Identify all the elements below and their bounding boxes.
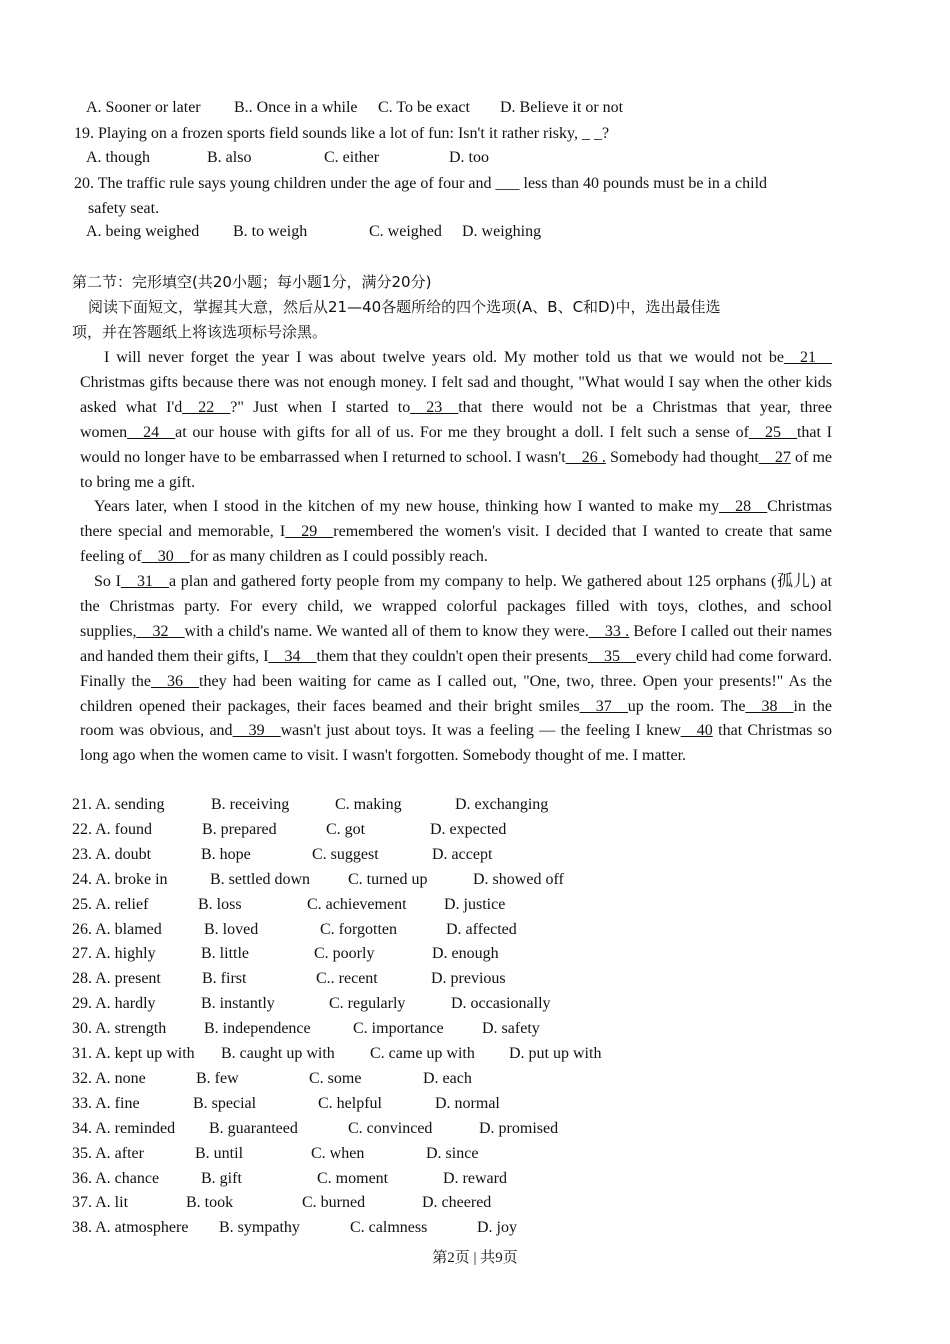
option-c: C. forgotten <box>320 920 398 938</box>
q20-option-a: A. being weighed <box>86 223 200 240</box>
option-d: D. each <box>423 1069 472 1087</box>
question-number-option-a: 33. A. fine <box>72 1094 140 1112</box>
question-number-option-a: 38. A. atmosphere <box>72 1219 189 1237</box>
q18-option-a: A. Sooner or later <box>86 99 201 116</box>
question-number-option-a: 27. A. highly <box>72 945 156 963</box>
q19-option-a: A. though <box>86 149 150 166</box>
question-number-option-a: 23. A. doubt <box>72 845 152 863</box>
question-number-option-a: 28. A. present <box>72 970 161 988</box>
option-d: D. enough <box>432 945 499 963</box>
option-c: C. poorly <box>314 945 375 963</box>
blank-30: __30__ <box>141 547 190 565</box>
question-number-option-a: 34. A. reminded <box>72 1119 176 1137</box>
question-number-option-a: 24. A. broke in <box>72 870 168 888</box>
option-b: B. prepared <box>202 820 277 838</box>
q19-option-c: C. either <box>324 149 380 166</box>
option-d: D. safety <box>482 1020 540 1038</box>
passage-paragraph-1: I will never forget the year I was about twelve years old. My mother told us that we would not be__21__ Christmas gifts because there was not enough money. I felt sad and thought, "What would I say when the other kids asked what I'd__22__?" Just when I started to__23__that there would not be a Christmas that year, three women__24__at our house with gifts for all of us. For me they brought a doll. I felt such a sense of__25__that I would no longer have to be embarrassed when I returned to school. I wasn't__26 . Somebody had thought__27 of me to bring me a gift. <box>80 349 833 491</box>
option-c: C. suggest <box>312 845 379 863</box>
option-c: C. convinced <box>348 1119 433 1137</box>
option-c: C. achievement <box>307 895 407 913</box>
option-d: D. put up with <box>509 1045 602 1062</box>
option-b: B. few <box>196 1069 239 1087</box>
blank-38: __38__ <box>745 697 794 715</box>
blank-40: __40 <box>680 722 713 740</box>
option-d: D. occasionally <box>451 995 551 1013</box>
option-d: D. cheered <box>422 1194 492 1212</box>
option-c: C. got <box>326 820 366 838</box>
option-c: C. helpful <box>318 1094 382 1112</box>
question-number-option-a: 31. A. kept up with <box>72 1045 195 1062</box>
option-c: C. regularly <box>329 995 406 1013</box>
q18-option-c: C. To be exact <box>378 99 470 116</box>
blank-35: __35__ <box>587 647 636 665</box>
question-number-option-a: 26. A. blamed <box>72 920 162 938</box>
passage-paragraph-3: So I__31__a plan and gathered forty people from my company to help. We gathered about 125 orphans (孤儿) at the Christmas party. For every child, we wrapped colorful packages filled with toys, clothes, and school supplies,__32__with a child's name. We wanted all of them to know they were.__33 . Before I called out their names and handed them their gifts, I__34__them that they couldn't open their presents__35__every child had come forward. Finally the__36__they had been waiting for came as I called out, "One, two, three. Open your presents!" As the children opened their packages, their faces beamed and their bright smiles__37__up the room. The__38__in the room was obvious, and__39__wasn't just about toys. It was a feeling — the feeling I knew__40 that Christmas so long ago when the women came to visit. I wasn't forgotten. Somebody thought of me. I matter. <box>80 573 833 765</box>
question-number-option-a: 37. A. lit <box>72 1194 129 1212</box>
page-footer: 第2页 | 共9页 <box>432 1250 518 1266</box>
option-d: D. since <box>426 1144 479 1162</box>
option-b: B. until <box>195 1144 244 1162</box>
q20-option-c: C. weighed <box>369 223 442 240</box>
option-d: D. joy <box>477 1219 517 1237</box>
option-d: D. accept <box>432 845 493 863</box>
option-b: B. caught up with <box>221 1045 335 1062</box>
blank-39: __39__ <box>232 722 281 740</box>
option-d: D. expected <box>430 820 507 838</box>
option-b: B. receiving <box>211 796 290 813</box>
q18-option-b: B.. Once in a while <box>234 99 358 116</box>
option-b: B. loss <box>198 895 242 913</box>
section2-heading: 第二节：完形填空(共20小题；每小题1分，满分20分) <box>72 273 432 291</box>
blank-25: __25__ <box>748 423 797 441</box>
option-b: B. settled down <box>210 870 310 888</box>
blank-33: __33 . <box>588 622 630 640</box>
blank-34: __34__ <box>268 647 317 665</box>
option-d: D. justice <box>444 895 506 913</box>
q20-stem-line1: 20. The traffic rule says young children under the age of four and ___ less than 40 pounds must be in a child <box>74 175 768 192</box>
option-d: D. normal <box>435 1094 500 1112</box>
blank-28: __28__ <box>719 498 768 515</box>
option-c: C. importance <box>353 1020 444 1038</box>
option-b: B. first <box>202 970 247 988</box>
q19-stem: 19. Playing on a frozen sports field sounds like a lot of fun: Isn't it rather risky, _ _? <box>74 125 610 142</box>
option-d: D. showed off <box>473 870 564 888</box>
blank-32: __32__ <box>136 622 185 640</box>
blank-22: __22__ <box>182 398 231 416</box>
blank-37: __37__ <box>579 697 628 715</box>
option-b: B. gift <box>201 1169 242 1187</box>
option-b: B. took <box>186 1194 234 1212</box>
option-d: D. affected <box>446 920 517 938</box>
option-d: D. reward <box>443 1169 507 1187</box>
blank-36: __36__ <box>151 672 200 690</box>
option-b: B. independence <box>204 1020 311 1038</box>
option-b: B. special <box>193 1094 257 1112</box>
blank-27: __27 <box>758 448 791 466</box>
option-b: B. instantly <box>201 995 275 1013</box>
option-c: C. moment <box>317 1169 389 1187</box>
option-c: C. turned up <box>348 870 428 888</box>
option-b: B. hope <box>201 845 251 863</box>
blank-23: __23__ <box>410 398 459 416</box>
option-c: C. some <box>309 1069 362 1087</box>
q19-option-b: B. also <box>207 149 252 166</box>
q18-option-d: D. Believe it or not <box>500 99 624 116</box>
option-d: D. exchanging <box>455 796 549 813</box>
section2-instructions-line1: 阅读下面短文，掌握其大意，然后从21—40各题所给的四个选项(A、B、C和D)中，选出最佳选 <box>88 298 721 316</box>
question-number-option-a: 21. A. sending <box>72 796 165 813</box>
blank-24: __24__ <box>127 423 176 441</box>
q20-stem-line2: safety seat. <box>88 200 160 217</box>
option-c: C. came up with <box>370 1045 475 1062</box>
question-number-option-a: 29. A. hardly <box>72 995 156 1013</box>
option-c: C. burned <box>302 1194 366 1212</box>
blank-31: __31__ <box>120 573 169 590</box>
blank-29: __29__ <box>285 522 334 540</box>
q20-option-d: D. weighing <box>462 223 542 240</box>
option-b: B. little <box>201 945 249 963</box>
question-number-option-a: 22. A. found <box>72 820 152 838</box>
option-b: B. sympathy <box>219 1219 300 1237</box>
question-number-option-a: 36. A. chance <box>72 1169 160 1187</box>
option-c: C. when <box>311 1144 365 1162</box>
passage-paragraph-2: Years later, when I stood in the kitchen of my new house, thinking how I wanted to make my__28__Christmas there special and memorable, I__29__remembered the women's visit. I decided that I wanted to create that same feeling of__30__for as many children as I could possibly reach. <box>80 498 833 565</box>
question-number-option-a: 25. A. relief <box>72 895 149 913</box>
option-d: D. previous <box>431 970 506 988</box>
option-c: C. calmness <box>350 1219 428 1237</box>
q19-option-d: D. too <box>449 149 489 166</box>
question-number-option-a: 32. A. none <box>72 1069 146 1087</box>
option-d: D. promised <box>479 1119 559 1137</box>
blank-21: __21__ <box>784 349 832 366</box>
section2-instructions-line2: 项，并在答题纸上将该选项标号涂黑。 <box>72 323 328 341</box>
question-number-option-a: 35. A. after <box>72 1144 144 1162</box>
option-c: C.. recent <box>316 970 378 988</box>
option-b: B. guaranteed <box>209 1119 298 1137</box>
q20-option-b: B. to weigh <box>233 223 308 240</box>
question-number-option-a: 30. A. strength <box>72 1020 167 1038</box>
option-b: B. loved <box>204 920 259 938</box>
option-c: C. making <box>335 796 402 813</box>
blank-26: __26 . <box>565 448 606 466</box>
